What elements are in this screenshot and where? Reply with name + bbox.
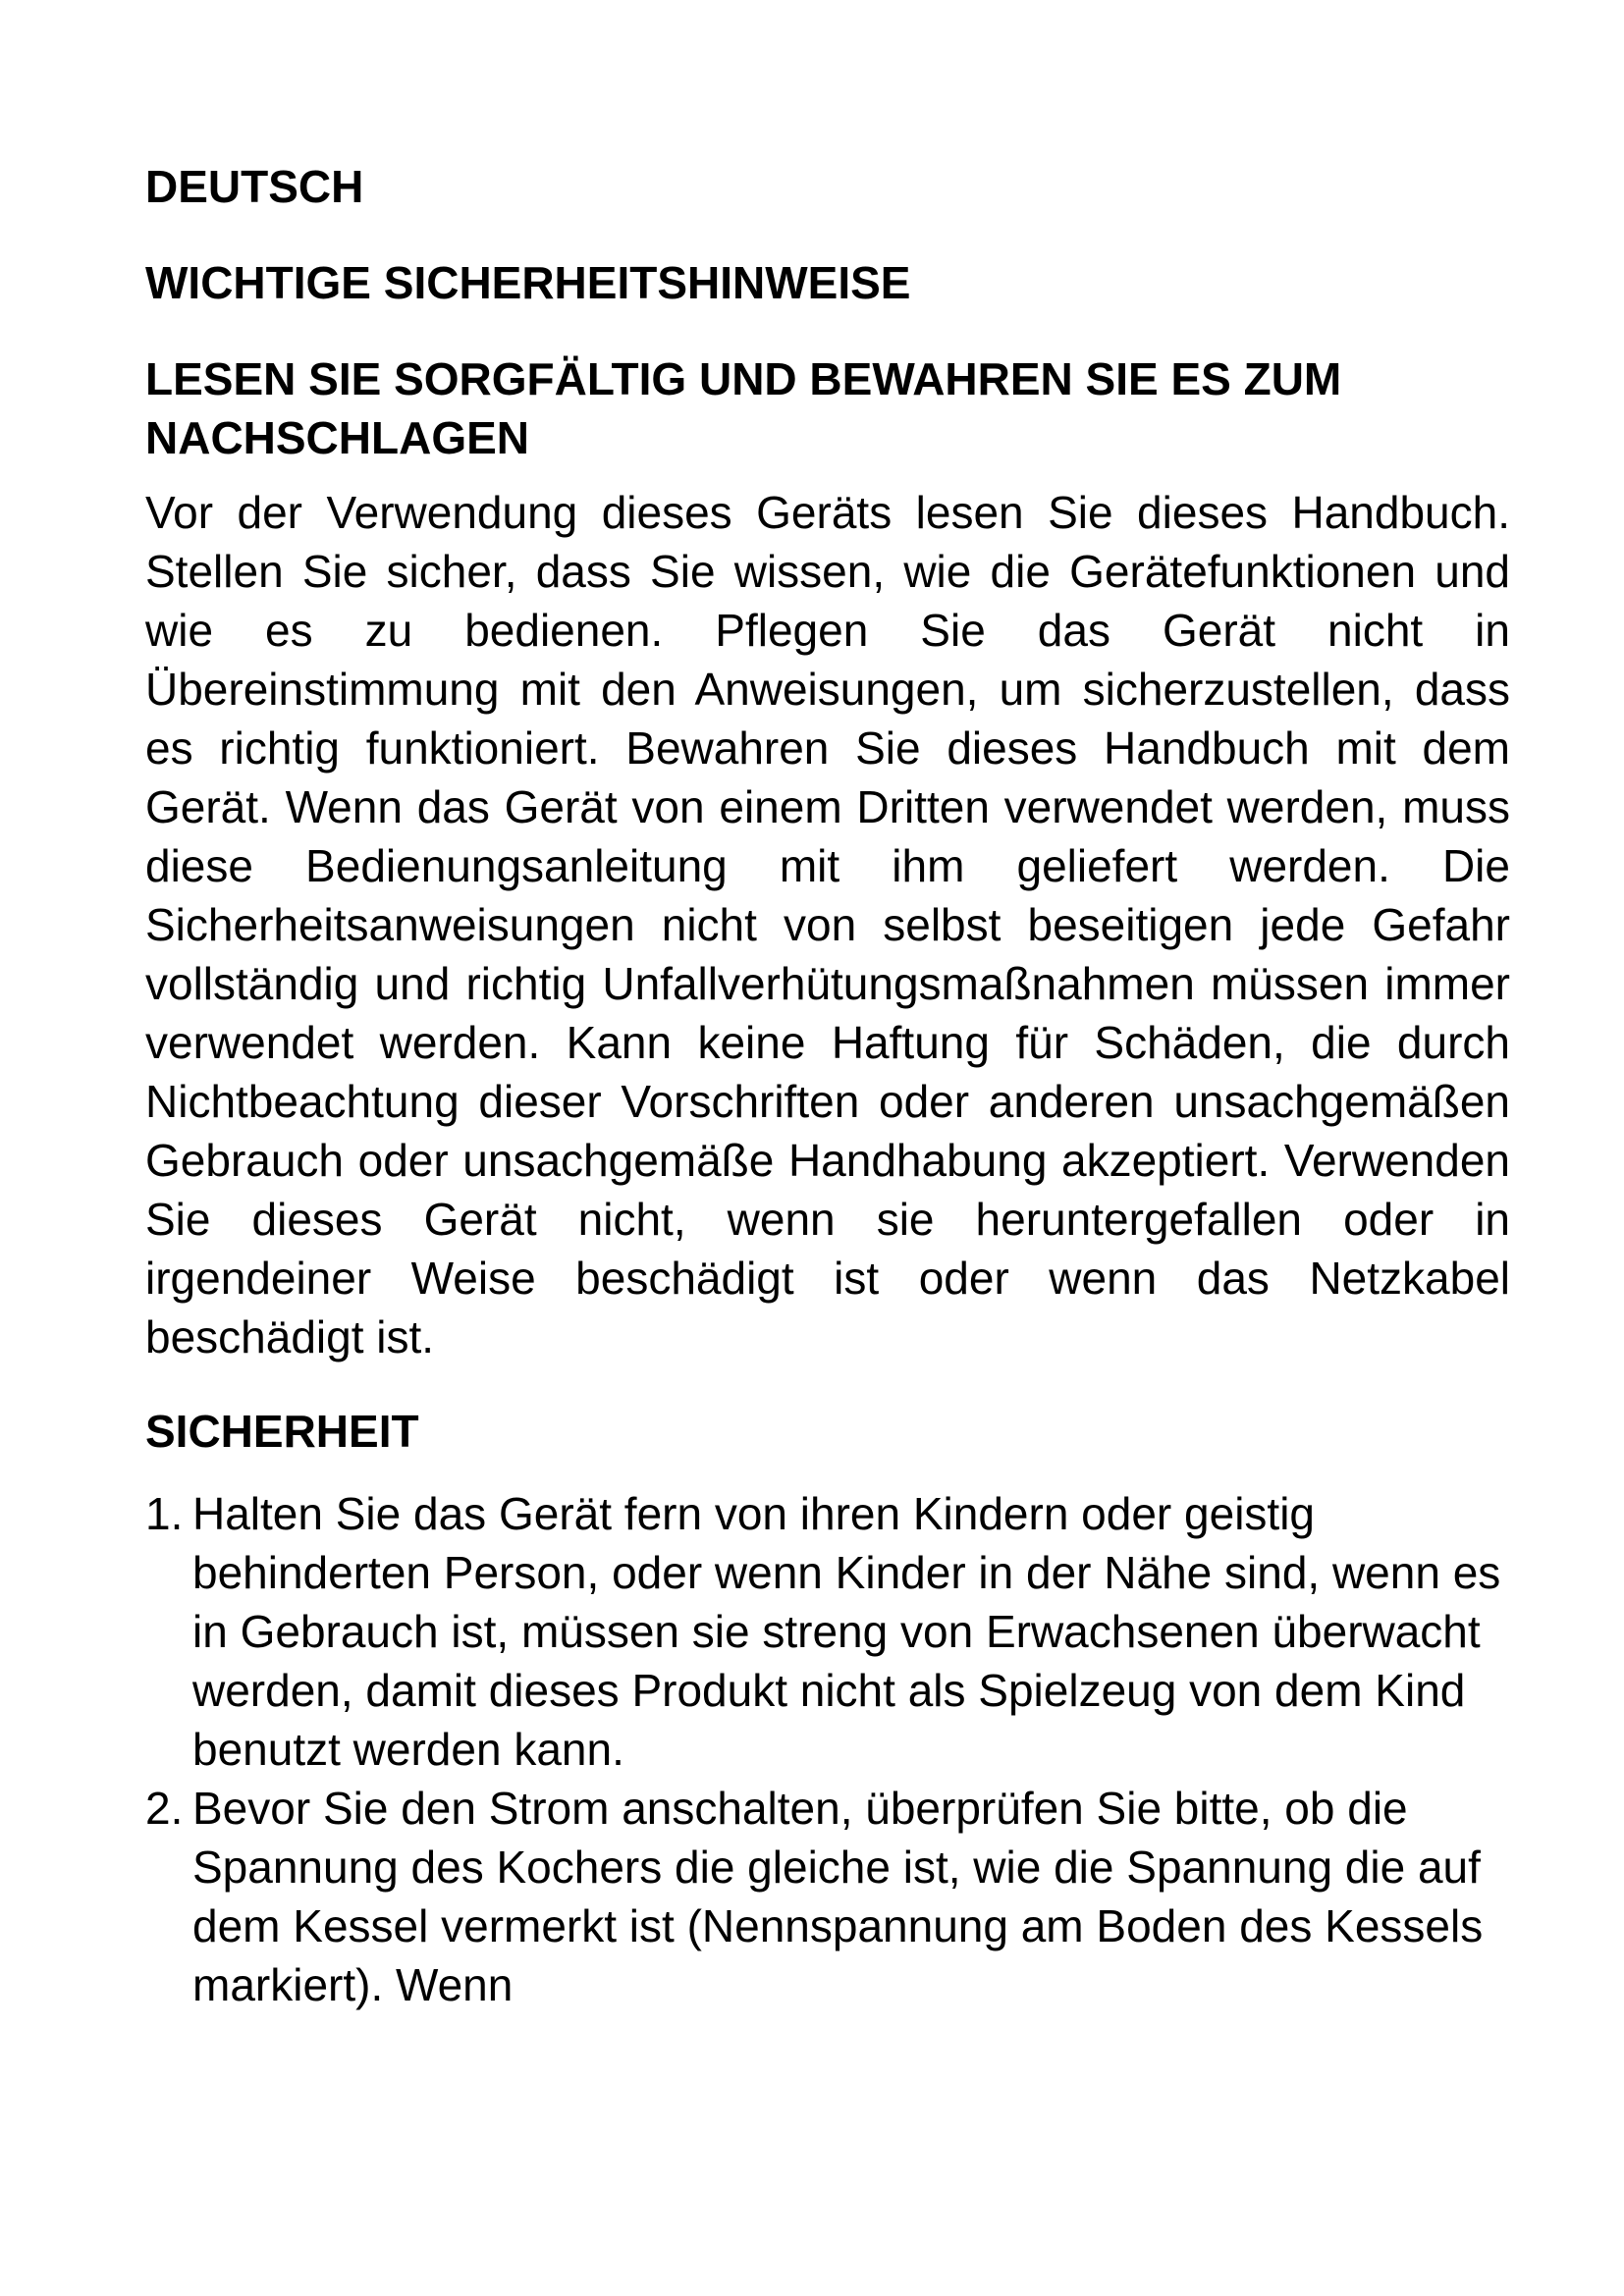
manual-page	[145, 157, 1510, 2014]
list-item-text: Bevor Sie den Strom anschalten, überprüfen Sie bitte, ob die Spannung des Kochers die gleiche ist, wie die Spannung die auf dem Kessel vermerkt ist (Nennspannung am Boden des Kessels markiert). Wenn	[192, 1783, 1484, 2010]
read-keep-heading: LESEN SIE SORGFÄLTIG UND BEWAHREN SIE ES ZUM NACHSCHLAGEN	[145, 353, 1342, 463]
language-heading: DEUTSCH	[145, 161, 364, 212]
safety-heading: SICHERHEIT	[145, 1406, 419, 1457]
intro-paragraph: Vor der Verwendung dieses Geräts lesen Sie dieses Handbuch. Stellen Sie sicher, dass Sie wissen, wie die Gerätefunktionen und wie es zu bedienen. Pflegen Sie das Gerät nicht in Übereinstimmung mit den Anweisungen, um sicherzustellen, dass es richtig funktioniert. Bewahren Sie dieses Handbuch mit dem Gerät. Wenn das Gerät von einem Dritten verwendet werden, muss diese Bedienungsanleitung mit ihm geliefert werden. Die Sicherheitsanweisungen nicht von selbst beseitigen jede Gefahr vollständig und richtig Unfallverhütungsmaßnahmen müssen immer verwendet werden. Kann keine Haftung für Schäden, die durch Nichtbeachtung dieser Vorschriften oder anderen unsachgemäßen Gebrauch oder unsachgemäße Handhabung akzeptiert. Verwenden Sie dieses Gerät nicht, wenn sie heruntergefallen oder in irgendeiner Weise beschädigt ist oder wenn das Netzkabel beschädigt ist.	[145, 487, 1510, 1362]
list-item	[145, 1484, 1510, 1779]
list-item-number: 2.	[145, 1783, 184, 1834]
list-item	[145, 1779, 1510, 2014]
list-item-number: 1.	[145, 1488, 184, 1539]
safety-list	[145, 1484, 1510, 2014]
list-item-text: Halten Sie das Gerät fern von ihren Kindern oder geistig behinderten Person, oder wenn Kinder in der Nähe sind, wenn es in Gebrauch ist, müssen sie streng von Erwachsenen überwacht werden, damit dieses Produkt nicht als Spielzeug von dem Kind benutzt werden kann.	[192, 1488, 1501, 1775]
safety-notes-heading: WICHTIGE SICHERHEITSHINWEISE	[145, 257, 911, 308]
